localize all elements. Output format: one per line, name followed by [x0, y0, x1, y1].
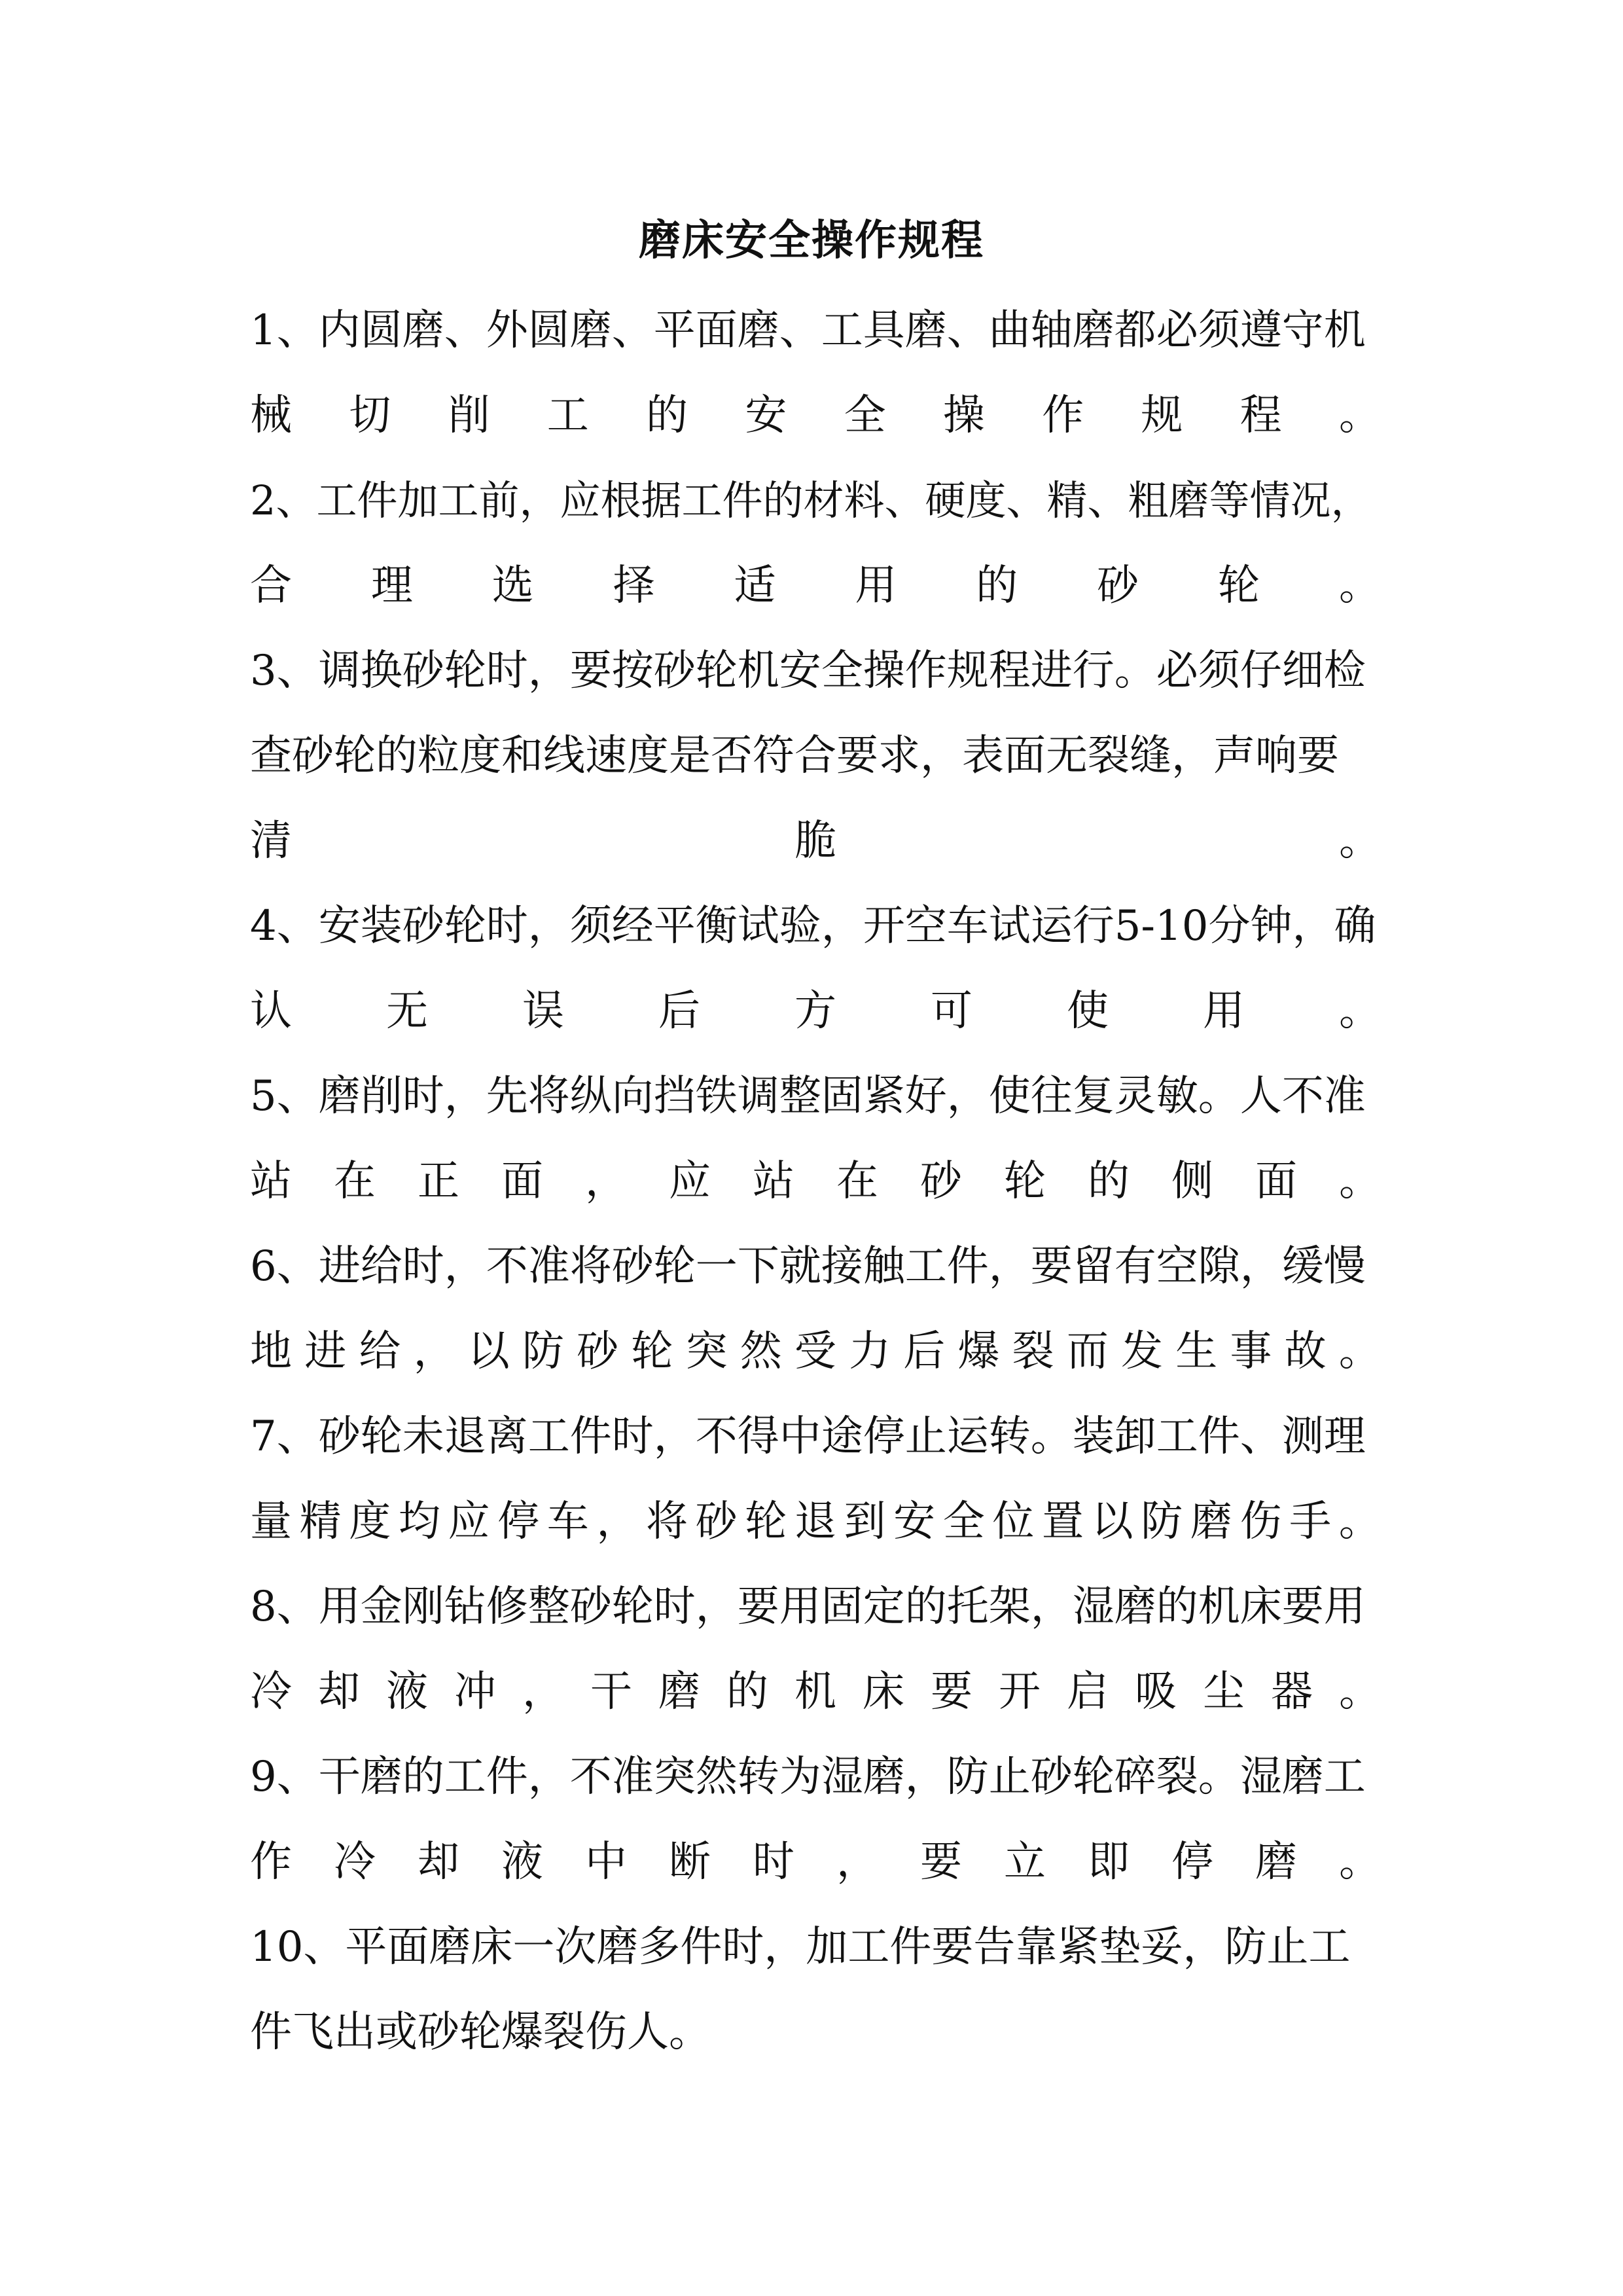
- text-line: 3、调换砂轮时，要按砂轮机安全操作规程进行。必须仔细检: [250, 647, 1366, 695]
- text-line: 6、进给时，不准将砂轮一下就接触工件，要留有空隙，缓慢: [250, 1242, 1366, 1291]
- text-line: 冷 却 液 冲 ， 干 磨 的 机 床 要 开 启 吸 尘 器 。: [250, 1668, 1381, 1716]
- text-line: 量 精 度 均 应 停 车 ， 将 砂 轮 退 到 安 全 位 置 以 防 磨 伤 手 。: [250, 1498, 1381, 1546]
- document-title: 磨床安全操作规程: [639, 216, 984, 265]
- text-line: 械 切 削 工 的 安 全 操 作 规 程 。: [250, 391, 1381, 440]
- text-line: 作 冷 却 液 中 断 时 ， 要 立 即 停 磨 。: [250, 1838, 1381, 1886]
- text-line: 清 脆 。: [250, 817, 1381, 865]
- text-line: 9、干磨的工件，不准突然转为湿磨，防止砂轮碎裂。湿磨工: [250, 1753, 1366, 1801]
- text-line: 7、砂轮未退离工件时，不得中途停止运转。装卸工件、测理: [250, 1412, 1366, 1461]
- text-line: 2、工件加工前，应根据工件的材料、硬度、精、粗磨等情况，: [250, 476, 1372, 524]
- text-line: 10、平面磨床一次磨多件时，加工件要告靠紧垫妥，防止工: [250, 1923, 1351, 1971]
- text-line: 查砂轮的粒度和线速度是否符合要求，表面无裂缝，声响要: [250, 732, 1339, 780]
- text-line: 站 在 正 面 ， 应 站 在 砂 轮 的 侧 面 。: [250, 1157, 1381, 1206]
- text-line: 件飞出或砂轮爆裂伤人。: [250, 2008, 711, 2056]
- text-line: 合 理 选 择 适 用 的 砂 轮 。: [250, 562, 1381, 610]
- text-line: 地 进 给 ， 以 防 砂 轮 突 然 受 力 后 爆 裂 而 发 生 事 故 。: [250, 1327, 1381, 1376]
- text-line: 4、安装砂轮时，须经平衡试验，开空车试运行5-10分钟，确: [250, 902, 1376, 950]
- text-line: 5、磨削时，先将纵向挡铁调整固紧好，使往复灵敏。人不准: [250, 1072, 1366, 1121]
- text-line: 8、用金刚钻修整砂轮时，要用固定的托架，湿磨的机床要用: [250, 1583, 1366, 1631]
- document-body: [250, 288, 1381, 2075]
- text-line: 认 无 误 后 方 可 使 用 。: [250, 987, 1381, 1035]
- text-line: 1、内圆磨、外圆磨、平面磨、工具磨、曲轴磨都必须遵守机: [250, 306, 1366, 355]
